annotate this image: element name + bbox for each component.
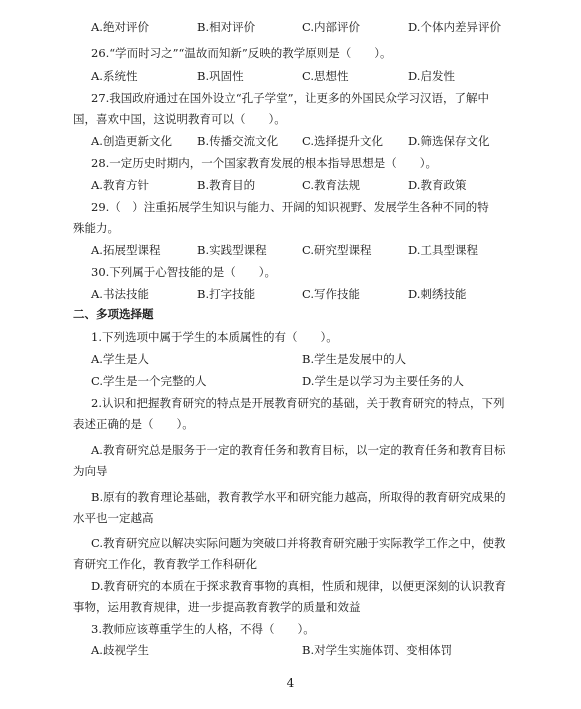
option-c: C.选择提升文化 [302, 134, 384, 148]
option-d: D.教育研究的本质在于探求教育事物的真相，性质和规律，以便更深刻的认识教育 [91, 579, 506, 593]
option-a-line1 [0, 440, 581, 460]
mc-question-2-cont [0, 414, 581, 434]
option-b: B.传播交流文化 [197, 134, 279, 148]
option-b: B.巩固性 [197, 69, 244, 83]
question-28 [0, 153, 581, 173]
option-row-30 [0, 284, 581, 304]
question-29 [0, 197, 581, 217]
option-b-line2 [0, 508, 581, 528]
section-title: 二、多项选择题 [73, 307, 154, 321]
question-stem: 29.（ ）注重拓展学生知识与能力、开阔的知识视野、发展学生各种不同的特 [91, 200, 489, 214]
option-a: A.书法技能 [91, 287, 149, 301]
option-a: A.绝对评价 [91, 20, 149, 34]
option-c: C.教育法规 [302, 178, 361, 192]
question-27-cont [0, 109, 581, 129]
question-30 [0, 262, 581, 282]
option-b: B.学生是发展中的人 [302, 352, 407, 366]
option-c: C.教育研究应以解决实际问题为突破口并将教育研究融于实际教学工作之中，使教 [91, 536, 506, 550]
question-26 [0, 43, 581, 63]
question-stem: 2.认识和把握教育研究的特点是开展教育研究的基础，关于教育研究的特点，下列 [91, 396, 505, 410]
option-d: D.教育政策 [408, 178, 467, 192]
option-c-cont: 育研究工作化，教育教学工作科研化 [73, 557, 257, 571]
option-a: A.拓展型课程 [91, 243, 161, 257]
question-stem: 3.教师应该尊重学生的人格，不得（ ）。 [91, 622, 315, 636]
option-c: C.写作技能 [302, 287, 361, 301]
option-d: D.个体内差异评价 [408, 20, 501, 34]
option-c: C.学生是一个完整的人 [91, 374, 207, 388]
option-b-cont: 水平也一定越高 [73, 511, 154, 525]
question-27 [0, 88, 581, 108]
option-d-cont: 事物，运用教育规律，进一步提高教育教学的质量和效益 [73, 600, 361, 614]
option-row-m1-ab [0, 349, 581, 369]
section-heading [0, 304, 581, 324]
mc-question-2 [0, 393, 581, 413]
question-stem: 1.下列选项中属于学生的本质属性的有（ ）。 [91, 330, 338, 344]
question-stem-cont: 国，喜欢中国，这说明教育可以（ ）。 [73, 112, 286, 126]
option-d-line2 [0, 597, 581, 617]
option-a: A.系统性 [91, 69, 138, 83]
option-c: C.研究型课程 [302, 243, 372, 257]
option-row-m1-cd [0, 371, 581, 391]
option-b: B.实践型课程 [197, 243, 267, 257]
option-b: B.原有的教育理论基础，教育教学水平和研究能力越高，所取得的教育研究成果的 [91, 490, 506, 504]
question-stem: 27.我国政府通过在国外设立“孔子学堂”，让更多的外国民众学习汉语，了解中 [91, 91, 490, 105]
mc-question-1 [0, 327, 581, 347]
mc-question-3 [0, 619, 581, 639]
option-b: B.相对评价 [197, 20, 256, 34]
option-a-cont: 为向导 [73, 464, 108, 478]
option-d: D.学生是以学习为主要任务的人 [302, 374, 464, 388]
option-b: B.打字技能 [197, 287, 256, 301]
question-stem: 28.一定历史时期内，一个国家教育发展的根本指导思想是（ ）。 [91, 156, 438, 170]
option-a: A.教育研究总是服务于一定的教育任务和教育目标，以一定的教育任务和教育目标 [91, 443, 506, 457]
option-c: C.内部评价 [302, 20, 361, 34]
option-a: A.教育方针 [91, 178, 149, 192]
option-row-27 [0, 131, 581, 151]
option-row-m3 [0, 640, 581, 660]
question-stem-cont: 表述正确的是（ ）。 [73, 417, 194, 431]
option-c-line2 [0, 554, 581, 574]
option-a-line2 [0, 461, 581, 481]
option-c-line1 [0, 533, 581, 553]
question-stem-cont: 殊能力。 [73, 221, 119, 235]
page-number: 4 [286, 676, 295, 690]
option-a: A.歧视学生 [91, 643, 149, 657]
option-d: D.启发性 [408, 69, 455, 83]
option-row-29 [0, 240, 581, 260]
question-29-cont [0, 218, 581, 238]
option-b: B.对学生实施体罚、变相体罚 [302, 643, 453, 657]
option-row-prev [0, 17, 581, 37]
option-row-28 [0, 175, 581, 195]
question-stem: 26.“学而时习之”“温故而知新”反映的教学原则是（ ）。 [91, 46, 392, 60]
option-a: A.创造更新文化 [91, 134, 172, 148]
question-stem: 30.下列属于心智技能的是（ ）。 [91, 265, 277, 279]
option-d: D.刺绣技能 [408, 287, 467, 301]
option-a: A.学生是人 [91, 352, 149, 366]
option-d-line1 [0, 576, 581, 596]
option-row-26 [0, 66, 581, 86]
option-b: B.教育目的 [197, 178, 256, 192]
option-b-line1 [0, 487, 581, 507]
option-c: C.思想性 [302, 69, 349, 83]
option-d: D.筛选保存文化 [408, 134, 490, 148]
option-d: D.工具型课程 [408, 243, 478, 257]
